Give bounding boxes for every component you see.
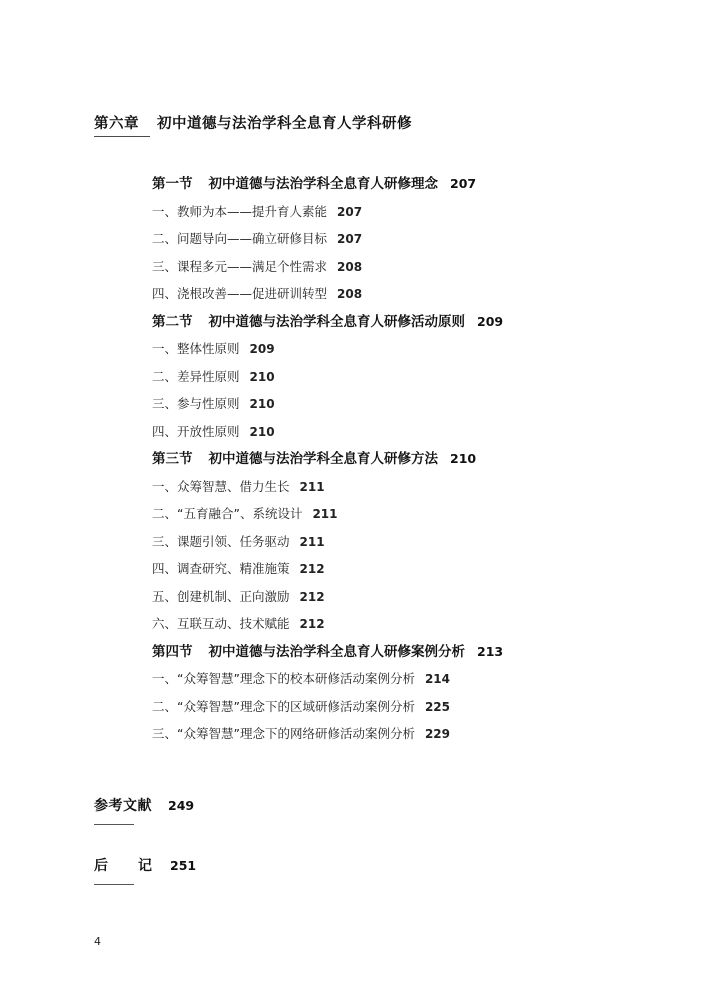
toc-entry-row [152, 563, 632, 576]
toc-page-number: 210 [450, 451, 477, 466]
toc-entry-title: 二、差异性原则 [152, 368, 240, 384]
backmatter-line [94, 795, 614, 815]
toc-entry-title: 一、整体性原则 [152, 341, 240, 356]
table-of-contents [152, 178, 632, 756]
toc-entry-row [152, 728, 632, 741]
toc-entry-title: 一、众筹智慧、借力生长 [152, 478, 290, 494]
toc-page-number: 210 [249, 397, 275, 411]
backmatter-list [94, 795, 614, 915]
backmatter-line [94, 855, 614, 875]
toc-entry-row [152, 233, 632, 246]
toc-page-number: 209 [249, 342, 275, 356]
toc-entry-row [152, 288, 632, 301]
toc-entry-title: 三、课题引领、任务驱动 [152, 533, 290, 549]
toc-entry-title: 二、“五育融合”、系统设计 [152, 506, 303, 521]
chapter-number: 第六章 [94, 116, 139, 132]
backmatter-page-number: 251 [170, 858, 197, 873]
toc-entry-title: 五、创建机制、正向激励 [152, 588, 290, 604]
toc-page-number: 225 [424, 699, 451, 714]
toc-entry-row [152, 673, 632, 686]
toc-entry-row [152, 203, 632, 219]
toc-section-title: 初中道德与法治学科全息育人研修活动原则 [208, 313, 465, 330]
toc-page-number: 208 [337, 287, 363, 301]
page-number: 4 [94, 935, 101, 948]
backmatter-rule [94, 884, 134, 885]
toc-page-number: 207 [337, 232, 363, 246]
toc-section-label: 第三节 [152, 451, 193, 467]
toc-page-number: 207 [337, 204, 363, 219]
toc-entry-row [152, 343, 632, 356]
toc-page-number: 210 [249, 369, 275, 384]
toc-entry-row [152, 258, 632, 274]
toc-page-number: 211 [299, 534, 325, 549]
chapter-title: 初中道德与法治学科全息育人学科研修 [157, 116, 412, 132]
backmatter-item [94, 795, 614, 825]
toc-entry-title: 二、问题导向——确立研修目标 [152, 231, 328, 246]
toc-section-row [152, 643, 632, 660]
toc-section-title: 初中道德与法治学科全息育人研修方法 [208, 451, 438, 467]
toc-entry-row [152, 423, 632, 439]
toc-page-number: 212 [299, 617, 325, 631]
toc-section-row [152, 313, 632, 330]
toc-page-number: 214 [424, 672, 451, 686]
chapter-heading [94, 112, 412, 133]
toc-page-number: 207 [450, 176, 477, 191]
backmatter-item [94, 855, 614, 885]
toc-section-label: 第四节 [152, 643, 193, 660]
toc-entry-row [152, 698, 632, 714]
toc-page-number: 211 [299, 479, 325, 494]
toc-section-label: 第一节 [152, 176, 193, 192]
toc-entry-row [152, 478, 632, 494]
toc-entry-title: 一、“众筹智慧”理念下的校本研修活动案例分析 [152, 671, 415, 686]
toc-entry-title: 三、参与性原则 [152, 396, 240, 411]
toc-section-title: 初中道德与法治学科全息育人研修案例分析 [208, 643, 465, 660]
toc-entry-title: 四、开放性原则 [152, 423, 240, 439]
toc-page-number: 211 [312, 507, 338, 521]
toc-page-number: 212 [299, 589, 325, 604]
toc-entry-title: 三、课程多元——满足个性需求 [152, 258, 328, 274]
backmatter-rule [94, 824, 134, 825]
toc-entry-row [152, 508, 632, 521]
toc-entry-title: 三、“众筹智慧”理念下的网络研修活动案例分析 [152, 726, 415, 741]
backmatter-label: 后 记 [94, 858, 160, 874]
toc-entry-row [152, 533, 632, 549]
toc-entry-title: 一、教师为本——提升育人素能 [152, 203, 328, 219]
backmatter-label: 参考文献 [94, 798, 152, 814]
toc-entry-title: 四、浇根改善——促进研训转型 [152, 286, 328, 301]
backmatter-page-number: 249 [168, 798, 195, 813]
toc-section-row [152, 453, 632, 467]
toc-section-title: 初中道德与法治学科全息育人研修理念 [208, 176, 438, 192]
toc-entry-row [152, 618, 632, 631]
toc-entry-row [152, 368, 632, 384]
chapter-heading-rule [94, 136, 150, 137]
toc-page-number: 209 [477, 313, 504, 329]
toc-page-number: 213 [477, 643, 504, 659]
toc-page-number: 210 [249, 424, 275, 439]
toc-section-row [152, 178, 632, 192]
toc-page-number: 212 [299, 562, 325, 576]
toc-entry-row [152, 398, 632, 411]
toc-entry-title: 六、互联互动、技术赋能 [152, 616, 290, 631]
toc-section-label: 第二节 [152, 313, 193, 330]
toc-page-number: 229 [424, 727, 451, 741]
toc-entry-row [152, 588, 632, 604]
toc-entry-title: 四、调查研究、精准施策 [152, 561, 290, 576]
toc-entry-title: 二、“众筹智慧”理念下的区域研修活动案例分析 [152, 698, 415, 714]
toc-page-number: 208 [337, 259, 363, 274]
